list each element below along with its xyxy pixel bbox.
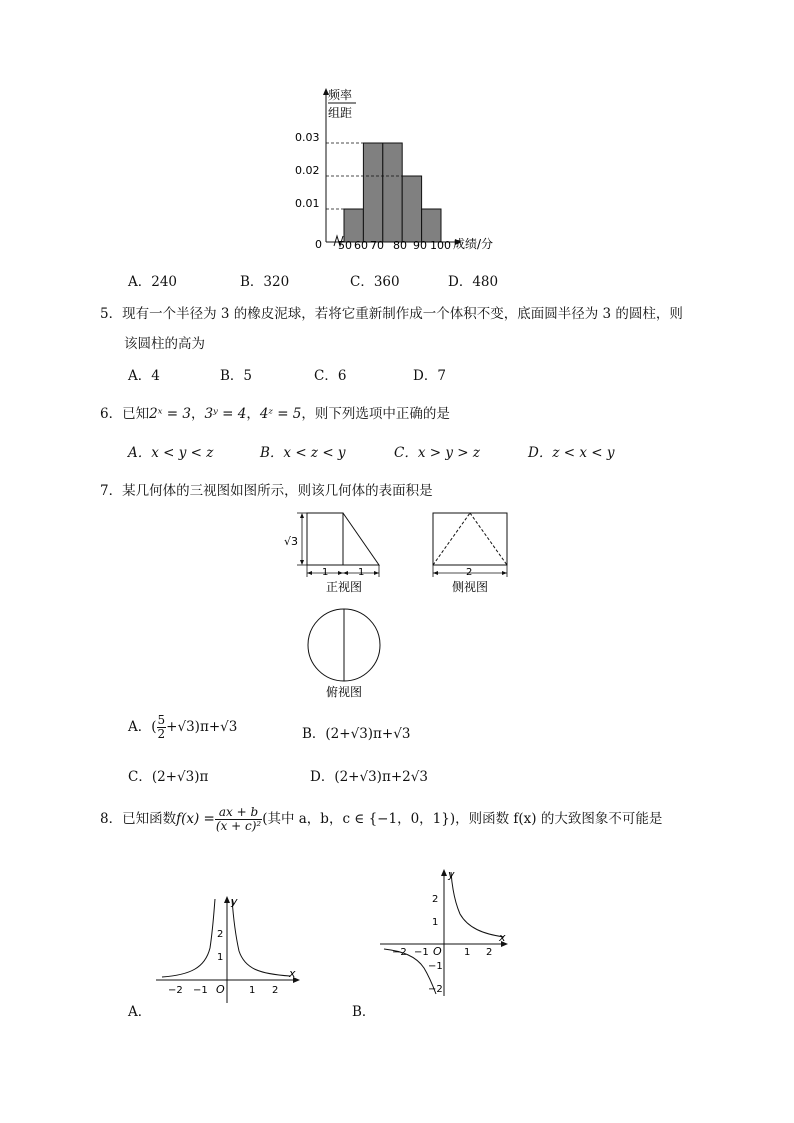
graph-b-tick-x-1: 1 — [464, 947, 471, 958]
side-view-label: 侧视图 — [452, 580, 489, 594]
q7-option-a-fraction — [157, 714, 167, 741]
q7-option-a — [128, 714, 237, 741]
frequency-histogram — [290, 82, 520, 254]
graph-a-x-label: x — [289, 967, 296, 980]
q8-option-a-label: A． — [128, 1004, 152, 1020]
q8-prefix: 8．已知函数 — [100, 811, 177, 827]
graph-a-y-label: y — [231, 895, 238, 908]
graph-b-tick-y-neg2: −2 — [428, 984, 443, 995]
graph-a-tick-x-2: 2 — [272, 985, 279, 996]
front-dim-1a: 1 — [322, 567, 329, 578]
graph-a-tick-x-neg1: −1 — [193, 985, 208, 996]
histogram-bar-90-100 — [422, 209, 441, 242]
q7-option-b: B．(2+√3)π+√3 — [302, 726, 411, 742]
graph-b-tick-y-neg1: −1 — [428, 961, 443, 972]
q6-eq2: 3ʸ = 4 — [204, 406, 247, 422]
graph-a-curve-left — [162, 899, 215, 977]
q6-suffix: ，则下列选项中正确的是 — [301, 406, 450, 422]
histogram-bar-50-60 — [344, 209, 363, 242]
graph-a-tick-y-2: 2 — [217, 929, 224, 940]
q8-suffix: (其中 a，b，c ∈ {−1，0，1})，则函数 f(x) 的大致图象不可能是 — [262, 811, 663, 827]
q8-fx: f(x) = — [176, 811, 215, 827]
q7-stem: 7．某几何体的三视图如图所示，则该几何体的表面积是 — [100, 483, 433, 499]
front-dim-1b: 1 — [358, 567, 365, 578]
histogram-ylabel-bottom: 组距 — [328, 106, 353, 120]
q8-numerator: ax + b — [215, 806, 262, 820]
histogram-origin: 0 — [315, 238, 322, 251]
graph-b-tick-x-neg2: −2 — [392, 947, 407, 958]
front-view — [297, 513, 379, 577]
graph-b-tick-x-neg1: −1 — [414, 947, 429, 958]
q8-option-b-label: B． — [352, 1004, 376, 1020]
q6-option-a: A．x < y < z — [128, 445, 214, 461]
histogram-bar-80-90 — [402, 176, 421, 242]
histogram-x-tick-80: 80 — [393, 239, 407, 252]
histogram-x-tick-50: 50 — [338, 239, 352, 252]
q5-stem-line2: 该圆柱的高为 — [124, 336, 205, 352]
graph-a-tick-x-1: 1 — [249, 985, 256, 996]
histogram-x-tick-60: 60 — [354, 239, 368, 252]
graph-a-tick-y-1: 1 — [217, 952, 224, 963]
q8-denominator: (x + c)² — [215, 819, 262, 833]
histogram-x-tick-70: 70 — [370, 239, 384, 252]
q6-eq1: 2ˣ = 3 — [149, 406, 191, 422]
graph-b-tick-y-2: 2 — [432, 894, 439, 905]
q6-eq3: 4ᶻ = 5 — [259, 406, 302, 422]
graph-b-tick-y-1: 1 — [432, 917, 439, 928]
q7-option-a-den: 2 — [157, 727, 166, 741]
q4-option-b: B．320 — [240, 274, 290, 290]
histogram-y-tick-0.03: 0.03 — [295, 131, 320, 144]
three-view-drawing — [280, 505, 520, 705]
histogram-y-tick-0.02: 0.02 — [295, 164, 320, 177]
q5-option-c: C．6 — [314, 368, 347, 384]
histogram-xlabel: 成绩/分 — [453, 237, 494, 251]
graph-b-origin: O — [433, 945, 442, 958]
q7-option-a-suffix: +√3)π+√3 — [166, 719, 238, 735]
histogram-ylabel-top: 频率 — [328, 88, 353, 102]
q6-option-c: C．x > y > z — [394, 445, 480, 461]
histogram-x-tick-90: 90 — [413, 239, 427, 252]
top-view — [308, 609, 380, 681]
front-dim-sqrt3: √3 — [284, 535, 299, 548]
graph-b-x-label: x — [499, 931, 506, 944]
q4-option-c: C．360 — [350, 274, 400, 290]
front-view-label: 正视图 — [326, 580, 363, 594]
histogram-bar-70-80 — [383, 143, 402, 242]
histogram-y-tick-0.01: 0.01 — [295, 197, 320, 210]
graph-a-tick-x-neg2: −2 — [168, 985, 183, 996]
q4-option-d: D．480 — [448, 274, 499, 290]
graph-b-curve-right — [451, 872, 504, 937]
q8-graph-b — [378, 868, 513, 998]
q6-prefix: 6．已知 — [100, 406, 150, 422]
q8-graph-a — [150, 893, 305, 1005]
graph-b-y-label: y — [448, 868, 455, 881]
histogram-bars — [344, 143, 441, 242]
q8-stem — [100, 806, 662, 833]
graph-b-y-arrow — [441, 869, 447, 876]
q7-option-a-prefix: A．( — [128, 719, 157, 735]
graph-a-y-arrow — [224, 896, 230, 903]
q5-stem-line1: 5．现有一个半径为 3 的橡皮泥球，若将它重新制作成一个体积不变，底面圆半径为 3 的圆柱，则 — [100, 306, 683, 322]
q6-stem: 6．已知2ˣ = 3，3ʸ = 4，4ᶻ = 5，则下列选项中正确的是 — [100, 406, 450, 422]
side-dim-2: 2 — [466, 567, 473, 578]
q7-option-a-num: 5 — [157, 713, 166, 727]
q4-option-a: A．240 — [128, 274, 178, 290]
graph-a-origin: O — [216, 983, 225, 996]
q7-option-d: D．(2+√3)π+2√3 — [310, 769, 428, 785]
histogram-bar-60-70 — [363, 143, 382, 242]
graph-b-tick-x-2: 2 — [486, 947, 493, 958]
q7-option-c: C．(2+√3)π — [128, 769, 209, 785]
q5-option-b: B．5 — [220, 368, 253, 384]
q5-option-a: A．4 — [128, 368, 160, 384]
top-view-label: 俯视图 — [326, 685, 363, 699]
q6-option-d: D．z < x < y — [528, 445, 615, 461]
histogram-x-tick-100: 100 — [430, 239, 451, 252]
graph-a-curve-right — [232, 899, 290, 976]
q6-option-b: B．x < z < y — [260, 445, 346, 461]
q5-option-d: D．7 — [413, 368, 446, 384]
q8-fraction — [215, 806, 262, 833]
